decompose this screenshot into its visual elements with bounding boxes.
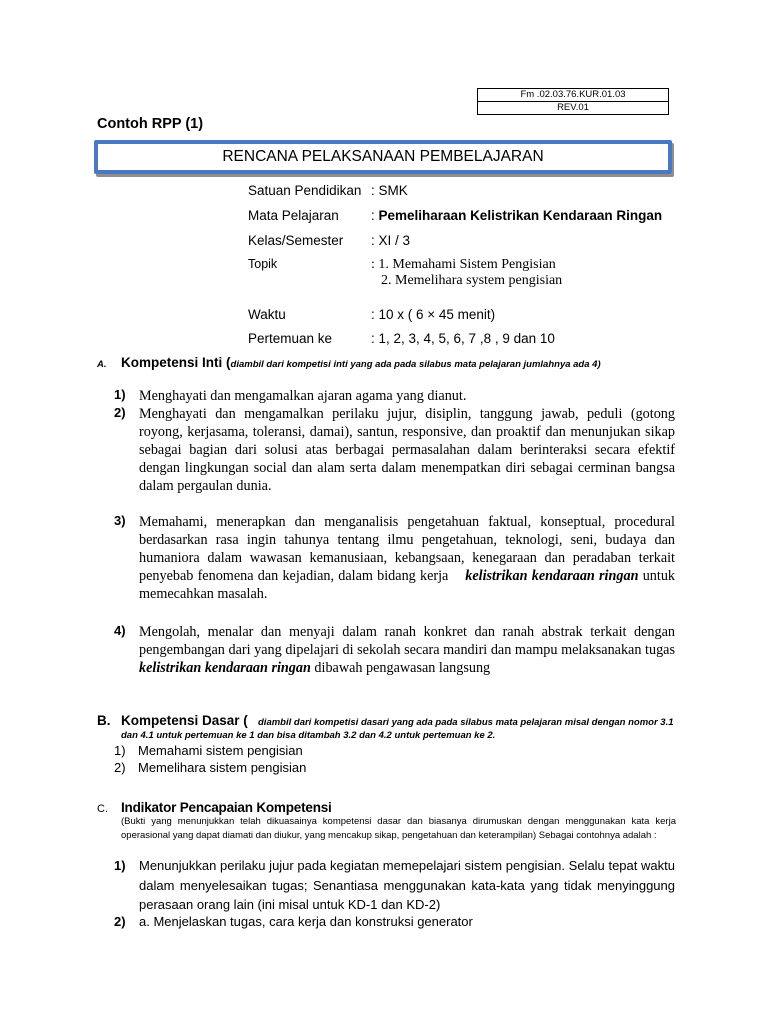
info-pertemuan-value: : 1, 2, 3, 4, 5, 6, 7 ,8 , 9 dan 10: [371, 331, 555, 346]
b-item-2-number: 2): [114, 760, 126, 775]
section-b-title: Kompetensi Dasar (: [121, 713, 248, 728]
info-topik-value-1: : 1. Memahami Sistem Pengisian: [371, 257, 556, 272]
form-revision: REV.01: [478, 102, 669, 115]
info-waktu-key: Waktu: [248, 307, 286, 322]
b-item-1: [114, 743, 303, 758]
info-kelas-key: Kelas/Semester: [248, 233, 344, 248]
a-item-2-number: 2): [114, 405, 126, 420]
info-pertemuan-key: Pertemuan ke: [248, 331, 333, 346]
section-a-letter: A.: [97, 359, 107, 370]
info-mapel-value: [371, 208, 662, 223]
b-item-1-number: 1): [114, 743, 126, 758]
c-item-2-number: 2): [114, 914, 126, 929]
a-item-2-text: Menghayati dan mengamalkan perilaku jujur, disiplin, tanggung jawab, peduli (gotong royong, kerjasama, toleransi, damai), santun, responsive, dan proaktif dan menunjukan sikap sebagai bagian dari solusi atas berbagai permasalahan dalam berinteraksi secara efektif dengan lingkungan social dan alam serta dalam menempatkan diri sebagai cerminan bangsa dalam pergaulan dunia.: [139, 406, 675, 494]
section-a-heading: [97, 355, 601, 370]
a-item-1-number: 1): [114, 387, 126, 402]
a-item-1-text: Menghayati dan mengamalkan ajaran agama yang dianut.: [139, 388, 467, 404]
a-item-4-tail: dibawah pengawasan langsung: [314, 660, 491, 676]
c-item-2-text: a. Menjelaskan tugas, cara kerja dan konstruksi generator: [139, 914, 473, 929]
info-satuan-key: Satuan Pendidikan: [248, 183, 362, 198]
a-item-4-text: [139, 623, 675, 677]
form-number: Fm .02.03.76.KUR.01.03: [478, 89, 669, 102]
info-mapel-colon: :: [371, 208, 379, 223]
a-item-3-emphasis: kelistrikan kendaraan ringan: [465, 568, 639, 584]
info-topik-key: Topik: [248, 257, 278, 271]
section-c-letter: C.: [97, 803, 108, 815]
a-item-4-number: 4): [114, 623, 126, 638]
section-c-heading: [97, 800, 332, 815]
info-satuan-value: : SMK: [371, 183, 408, 198]
info-waktu-value: : 10 x ( 6 × 45 menit): [371, 307, 496, 322]
section-a-note: diambil dari kompetisi inti yang ada pada silabus mata pelajaran jumlahnya ada 4): [230, 359, 601, 370]
section-b-letter: B.: [97, 713, 111, 728]
a-item-3-number: 3): [114, 513, 126, 528]
b-item-1-text: Memahami sistem pengisian: [138, 743, 303, 758]
c-item-1-text: Menunjukkan perilaku jujur pada kegiatan memepelajari sistem pengisian. Selalu tepat waktu dalam menyelesaikan tugas; Senantiasa menggunakan kata-kata yang tidak menyinggung perasaan orang lain (ini misal untuk KD-1 dan KD-2): [139, 858, 675, 912]
info-mapel-text: Pemeliharaan Kelistrikan Kendaraan Ringan: [378, 208, 663, 223]
a-item-3-tail: untuk memecahkan masalah.: [139, 568, 676, 602]
info-mapel-key: Mata Pelajaran: [248, 208, 339, 223]
section-b-note: diambil dari kompetisi dasari yang ada pada silabus mata pelajaran misal dengan nomor 3.1 dan 4.1 untuk pertemuan ke 1 dan bisa ditambah 3.2 dan 4.2 untuk pertemuan ke 2.: [121, 717, 674, 741]
section-c-title: Indikator Pencapaian Kompetensi: [121, 800, 332, 815]
a-item-4-body: Mengolah, menalar dan menyaji dalam ranah konkret dan ranah abstrak terkait dengan pengembangan dari yang dipelajari di sekolah secara mandiri dan mampu melaksanakan tugas: [139, 624, 675, 658]
c-item-1-number: 1): [114, 858, 126, 873]
document-label: Contoh RPP (1): [97, 116, 204, 132]
a-item-4-emphasis: kelistrikan kendaraan ringan: [139, 660, 311, 676]
form-code-table: [477, 88, 669, 115]
b-item-2-text: Memelihara sistem pengisian: [138, 760, 307, 775]
info-topik-value-2: 2. Memelihara system pengisian: [381, 273, 563, 288]
a-item-3-body: Memahami, menerapkan dan menganalisis pengetahuan faktual, konseptual, procedural berdasarkan rasa ingin tahunya tentang ilmu pengetahuan, teknologi, seni, budaya dan humaniora dalam wawasan kemanusiaan, kebangsaan, kenegaraan dan peradaban terkait penyebab fenomena dan kejadian, dalam bidang kerja: [139, 514, 675, 584]
a-item-3-text: [139, 513, 675, 603]
b-item-2: [114, 760, 306, 775]
section-a-title: Kompetensi Inti (: [121, 355, 231, 370]
section-c-note: (Bukti yang menunjukkan telah dikuasainya kompetensi dasar dan biasanya dirumuskan dengan menggunakan kata kerja operasional yang dapat diamati dan diukur, yang mencakup sikap, pengetahuan dan keterampilan) Sebagai contohnya adalah :: [121, 816, 676, 841]
info-kelas-value: : XI / 3: [371, 233, 411, 248]
page-title: RENCANA PELAKSANAAN PEMBELAJARAN: [222, 148, 544, 165]
title-box: [94, 140, 672, 174]
